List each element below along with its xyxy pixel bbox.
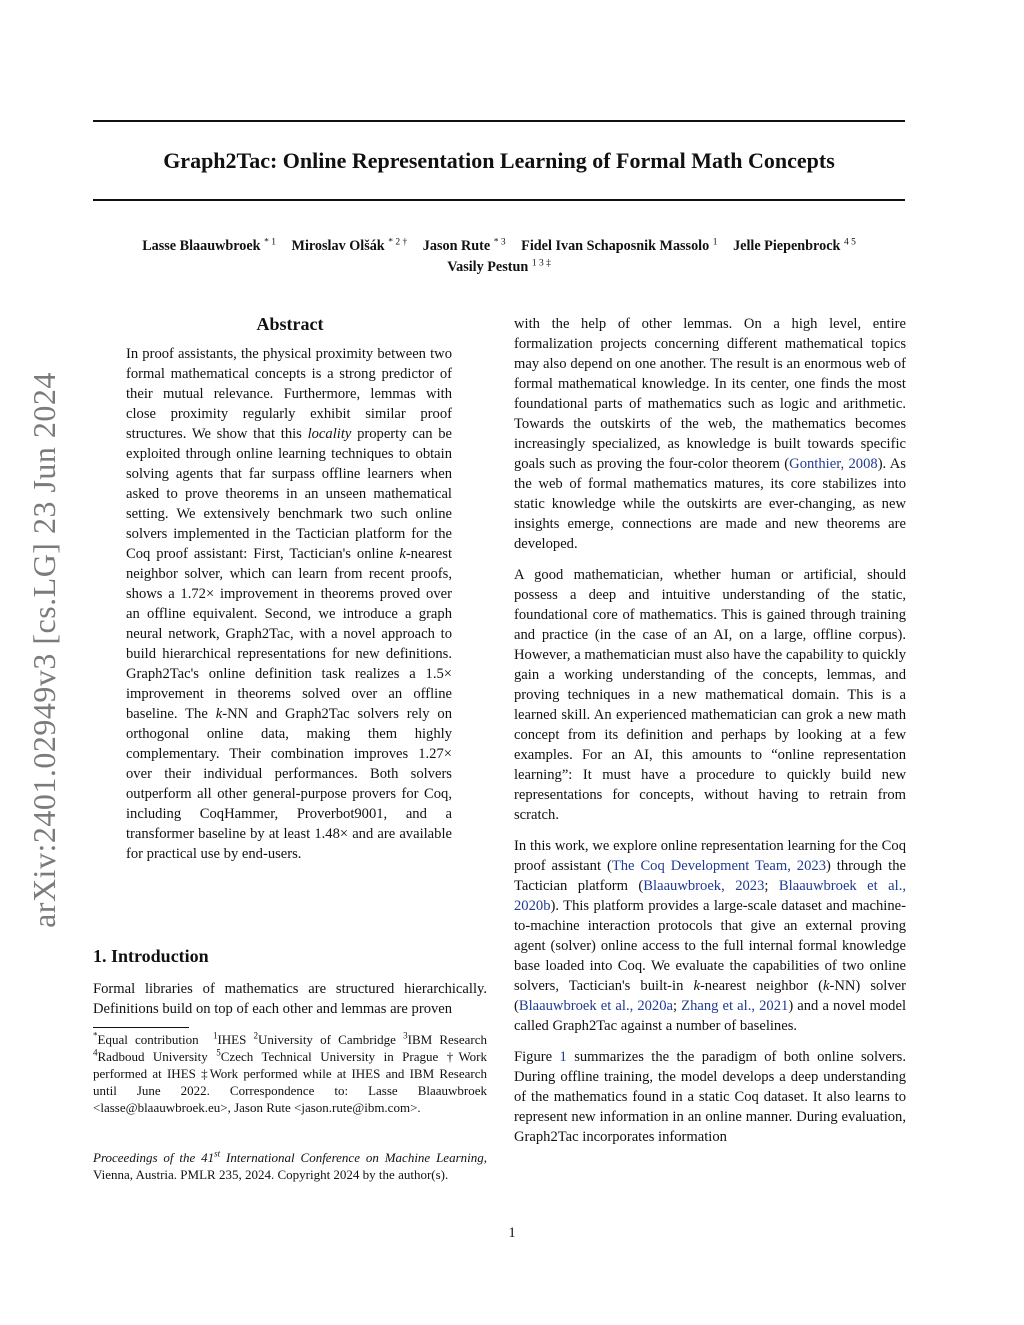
author-line-1 [80, 236, 918, 256]
title-bottom-rule [93, 199, 905, 201]
citation-link[interactable]: The Coq Development Team, 2023 [611, 858, 826, 874]
page-number: 1 [508, 1225, 516, 1241]
top-rule [93, 120, 905, 122]
abstract-heading: Abstract [256, 314, 324, 334]
author: Lasse Blaauwbroek $^{* 1}$ [142, 237, 276, 254]
author: Miroslav Olšák $^{* 2 \dagger}$ [291, 237, 408, 254]
author: Fidel Ivan Schaposnik Massolo $^1$ [521, 237, 718, 254]
paragraph: In this work, we explore online representation learning for the Coq proof assistant (The Coq Development Team, 2023) through the Tactician platform (Blaauwbroek, 2023; Blaauwbroek et al., 2020b). This platform provides a large-scale dataset and machine-to-machine interaction protocols that give an external proving agent (solver) online access to the full internal formal knowledge base loaded into Coq. We evaluate the capabilities of two online solvers, Tactician's built-in k-nearest neighbor (k-NN) solver (Blaauwbroek et al., 2020a; Zhang et al., 2021) and a novel model called Graph2Tac against a number of baselines. [514, 838, 907, 1034]
introduction-body: Formal libraries of mathematics are structured hierarchically. Definitions build on top of each other and lemmas are proven [93, 981, 487, 1017]
abstract-body: In proof assistants, the physical proximity between two formal mathematical concepts is a strong predictor of their mutual relevance. Furthermore, lemmas with close proximity regularly exhibit similar proof structures. We show that this locality property can be exploited through online learning techniques to obtain solving agents that far surpass offline learners when asked to prove theorems in an unseen mathematical setting. We extensively benchmark two such online solvers implemented in the Tactician platform for the Coq proof assistant: First, Tactician's online k-nearest neighbor solver, which can learn from recent proofs, shows a 1.72× improvement in theorems proved over an offline equivalent. Second, we introduce a graph neural network, Graph2Tac, with a novel approach to build hierarchical representations for new definitions. Graph2Tac's online definition task realizes a 1.5× improvement in theorems solved over an offline baseline. The k-NN and Graph2Tac solvers rely on orthogonal online data, making them highly complementary. Their combination improves 1.27× over their individual performances. Both solvers outperform all other general-purpose provers for Coq, including CoqHammer, Proverbot9001, and a transformer baseline by at least 1.48× and are available for practical use by end-users. [126, 346, 453, 862]
citation-link[interactable]: Zhang et al., 2021 [681, 998, 789, 1014]
paragraph: Figure 1 summarizes the the paradigm of both online solvers. During offline training, the model develops a deep understanding of the mathematics found in a static Coq dataset. It also learns to represent new information in an online manner. During evaluation, Graph2Tac incorporates information [514, 1049, 906, 1145]
author: Jason Rute $^{* 3}$ [422, 237, 506, 254]
citation-link[interactable]: Gonthier, 2008 [789, 456, 878, 472]
proceedings-note: Proceedings of the 41st International Conference on Machine Learning, Vienna, Austria. PMLR 235, 2024. Copyright 2024 by the author(s). [93, 1148, 487, 1182]
citation-link[interactable]: Blaauwbroek et al., 2020a [518, 998, 674, 1014]
paragraph: A good mathematician, whether human or artificial, should possess a deep and intuitive understanding of the static, foundational core of mathematics. This is gained through training and practice (in the case of an AI, on a large, offline corpus). However, a mathematician must also have the capability to quickly gain a working understanding of the concepts, lemmas, and proving techniques in a new mathematical domain. This is a learned skill. An experienced mathematician can grok a new math concept from its definition and perhaps by looking at a few examples. For an AI, this amounts to “online representation learning”: It must have a procedure to quickly build new representations for concepts, without having to retrain from scratch. [514, 567, 906, 823]
paragraph: with the help of other lemmas. On a high level, entire formalization projects concerning different mathematical topics may also depend on one another. The result is an enormous web of formal mathematical knowledge. In its center, one finds the most foundational parts of mathematics such as logic and arithmetic. Towards the outskirts of the web, the mathematics becomes increasingly specialized, as knowledge is built towards specific goals such as proving the four-color theorem (Gonthier, 2008). As the web of formal mathematics matures, its core stabilizes into static knowledge while the outskirts are ever-changing, as new insights emerge, connections are made and new theorems are developed. [514, 316, 906, 552]
author: Jelle Piepenbrock $^{4 5}$ [733, 237, 856, 254]
arxiv-stamp-text: arXiv:2401.02949v3 [cs.LG] 23 Jun 2024 [26, 372, 62, 928]
footnote-rule [93, 1027, 189, 1028]
introduction-heading: 1. Introduction [93, 946, 209, 966]
author: Vasily Pestun $^{1 3 \ddagger}$ [447, 258, 551, 275]
citation-link[interactable]: Blaauwbroek et al., 2020b [514, 878, 907, 914]
figure-reference-link[interactable]: 1 [559, 1049, 567, 1065]
citation-link[interactable]: Blaauwbroek, 2023 [643, 878, 765, 894]
author-line-2 [80, 257, 918, 277]
right-column [514, 314, 906, 1158]
affiliations-footnote: *Equal contribution $^1$IHES $^2$University of Cambridge $^3$IBM Research $^4$Radboud University $^5$Czech Technical University in Prague †Work performed at IHES ‡Work performed while at IHES and IBM Research until June 2022. Correspondence to: Lasse Blaauwbroek <lasse@blaauwbroek.eu>, Jason Rute <jason.rute@ibm.com>. [93, 1030, 488, 1115]
paper-title: Graph2Tac: Online Representation Learning of Formal Math Concepts [163, 148, 835, 173]
